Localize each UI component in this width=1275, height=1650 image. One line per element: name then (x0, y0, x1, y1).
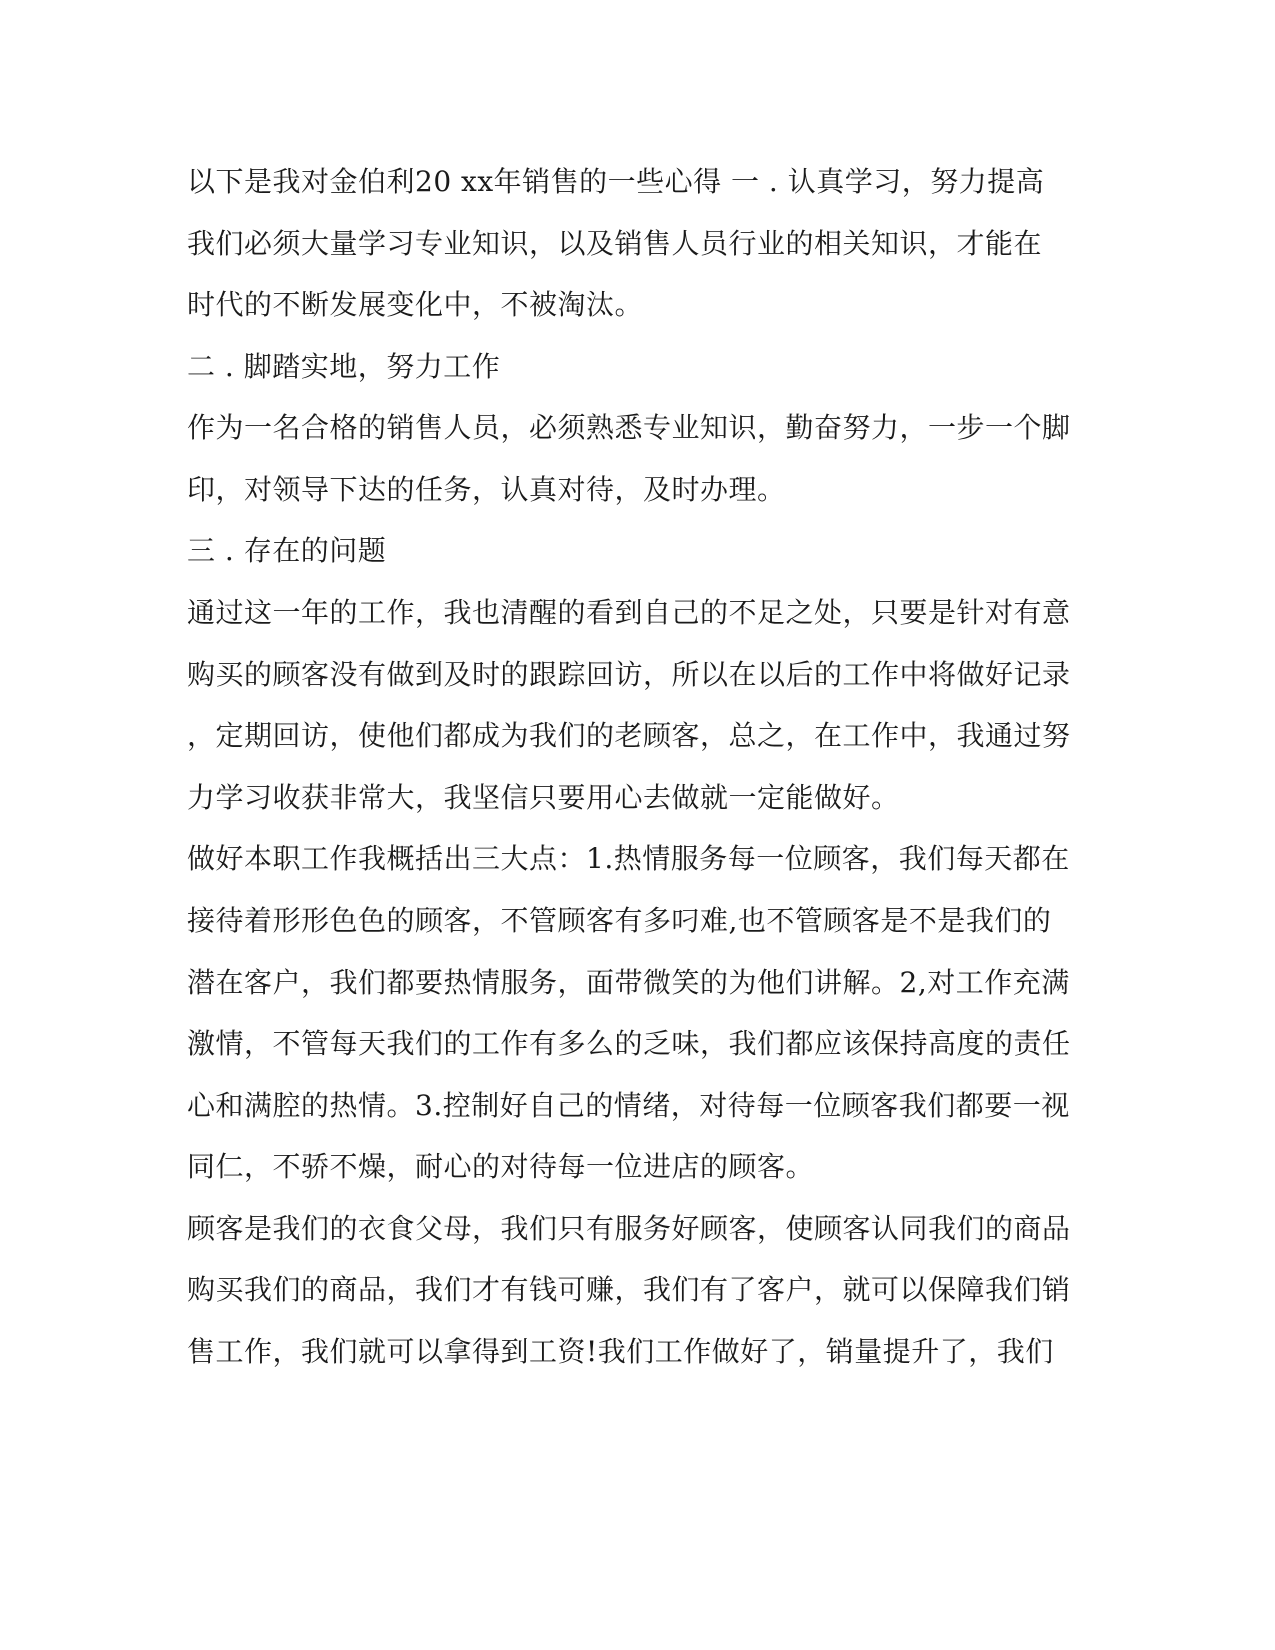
text-line: 我们必须大量学习专业知识，以及销售人员行业的相关知识，才能在 (187, 227, 1043, 260)
text-line: 潜在客户，我们都要热情服务，面带微笑的为他们讲解。2,对工作充满 (187, 966, 1070, 999)
text-line: 心和满腔的热情。3.控制好自己的情绪，对待每一位顾客我们都要一视 (187, 1089, 1070, 1122)
text-line: 以下是我对金伯利20 xx年销售的一些心得 一 . 认真学习，努力提高 (187, 165, 1045, 198)
text-line: 时代的不断发展变化中，不被淘汰。 (187, 288, 644, 321)
section-heading: 二 . 脚踏实地，努力工作 (187, 350, 501, 383)
text-line: 力学习收获非常大，我坚信只要用心去做就一定能做好。 (187, 781, 900, 814)
text-line: 作为一名合格的销售人员，必须熟悉专业知识，勤奋努力，一步一个脚 (187, 411, 1071, 444)
section-heading: 三 . 存在的问题 (187, 534, 387, 567)
text-line: ，定期回访，使他们都成为我们的老顾客，总之，在工作中，我通过努 (187, 719, 1071, 752)
text-line: 激情，不管每天我们的工作有多么的乏味，我们都应该保持高度的责任 (187, 1027, 1071, 1060)
text-line: 购买我们的商品，我们才有钱可赚，我们有了客户，就可以保障我们销 (187, 1273, 1071, 1306)
text-line: 印，对领导下达的任务，认真对待，及时办理。 (187, 473, 786, 506)
text-line: 同仁，不骄不燥，耐心的对待每一位进店的顾客。 (187, 1150, 815, 1183)
text-line: 通过这一年的工作，我也清醒的看到自己的不足之处，只要是针对有意 (187, 596, 1071, 629)
text-line: 售工作，我们就可以拿得到工资!我们工作做好了，销量提升了，我们 (187, 1335, 1054, 1368)
text-line: 接待着形形色色的顾客，不管顾客有多叼难,也不管顾客是不是我们的 (187, 904, 1052, 937)
text-line: 顾客是我们的衣食父母，我们只有服务好顾客，使顾客认同我们的商品 (187, 1212, 1071, 1245)
text-line: 购买的顾客没有做到及时的跟踪回访，所以在以后的工作中将做好记录 (187, 658, 1071, 691)
text-line: 做好本职工作我概括出三大点：1.热情服务每一位顾客，我们每天都在 (187, 842, 1070, 875)
